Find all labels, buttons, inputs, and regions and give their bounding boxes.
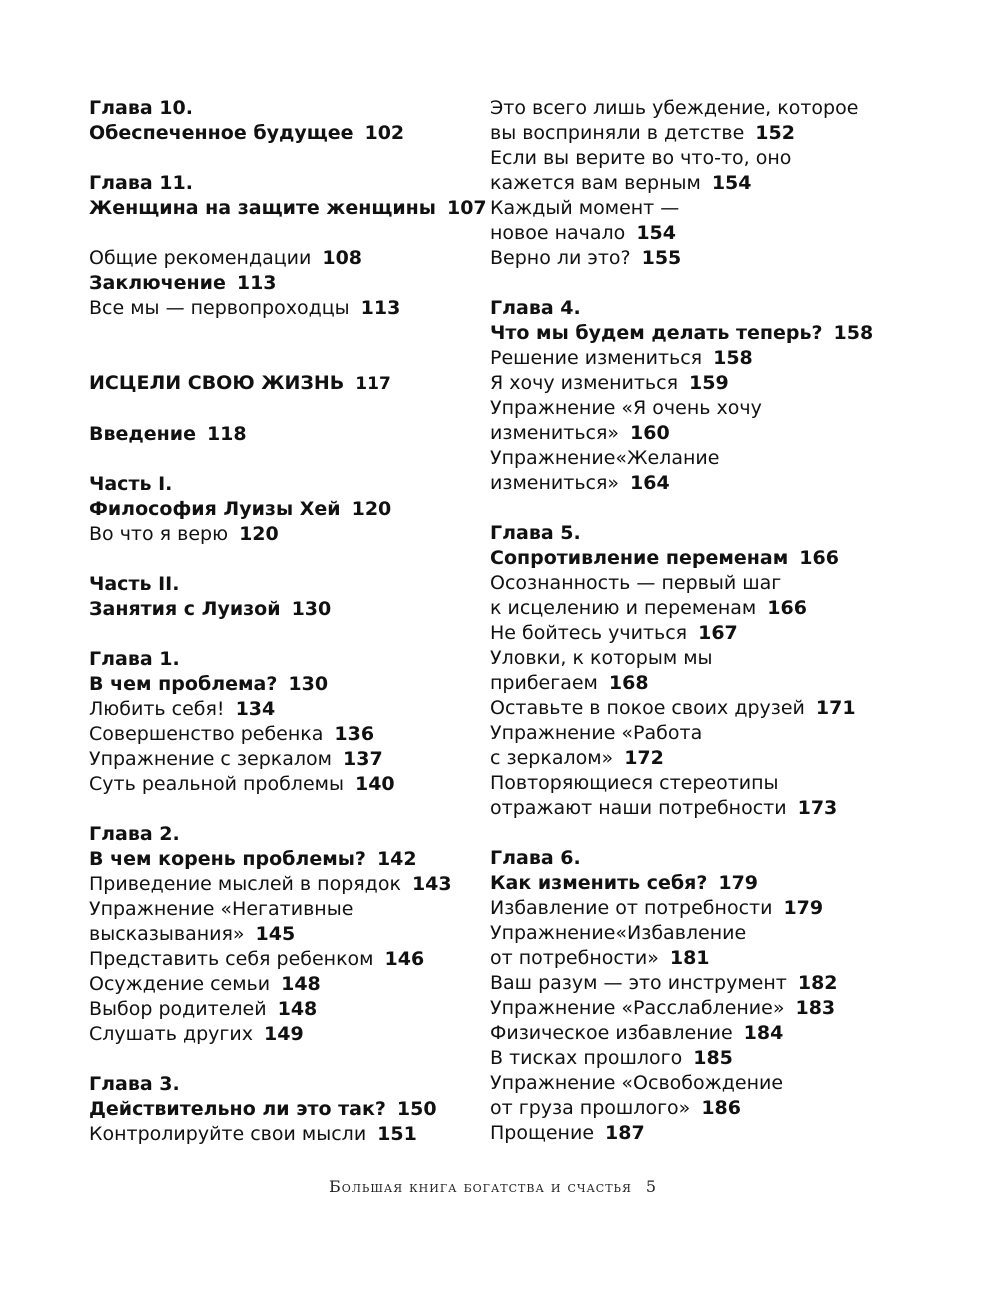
toc-page-number: 152 xyxy=(755,122,795,144)
toc-entry-text: Не бойтесь учиться xyxy=(490,622,688,644)
toc-page-number: 148 xyxy=(277,998,318,1020)
toc-entry-text: измениться» xyxy=(490,422,620,444)
toc-entry-text: Выбор родителей xyxy=(89,998,267,1020)
spacer xyxy=(490,496,870,521)
toc-entry-text: Если вы верите во что-то, оно xyxy=(490,147,792,169)
toc-entry xyxy=(89,246,474,271)
toc-entry-text: Слушать других xyxy=(89,1023,254,1045)
toc-entry xyxy=(89,422,474,447)
toc-entry-text: ИСЦЕЛИ СВОЮ ЖИЗНЬ xyxy=(89,372,345,394)
toc-entry xyxy=(89,1122,474,1147)
toc-page-number: 164 xyxy=(630,472,670,494)
toc-entry-text: Верно ли это? xyxy=(490,247,631,269)
toc-entry-text: Избавление от потребности xyxy=(490,897,773,919)
toc-entry xyxy=(89,296,474,321)
toc-page-number: 140 xyxy=(354,773,395,795)
spacer xyxy=(89,321,474,346)
toc-page-number: 107 xyxy=(446,197,487,219)
toc-entry xyxy=(490,146,870,171)
toc-entry-text: Упражнение «Негативные xyxy=(89,898,354,920)
running-title: Большая книга богатства и счастья xyxy=(328,1177,632,1196)
toc-entry xyxy=(89,171,474,196)
toc-entry-text: Совершенство ребенка xyxy=(89,723,324,745)
toc-entry xyxy=(89,271,474,296)
toc-page-number: 102 xyxy=(364,122,405,144)
toc-entry xyxy=(490,946,870,971)
toc-entry-text: Повторяющиеся стереотипы xyxy=(490,772,779,794)
toc-entry-text: Глава 4. xyxy=(490,297,581,319)
toc-page-number: 142 xyxy=(376,848,417,870)
toc-entry-text: Что мы будем делать теперь? xyxy=(490,322,823,344)
toc-entry-text: Часть I. xyxy=(89,473,173,495)
toc-entry xyxy=(89,647,474,672)
toc-entry xyxy=(490,646,870,671)
toc-entry xyxy=(89,472,474,497)
toc-entry-text: Любить себя! xyxy=(89,698,225,720)
toc-page-number: 173 xyxy=(797,797,838,819)
toc-page-number: 118 xyxy=(206,423,247,445)
toc-entry-text: измениться» xyxy=(490,472,620,494)
toc-entry-text: Действительно ли это так? xyxy=(89,1098,386,1120)
toc-page-number: 134 xyxy=(235,698,276,720)
toc-entry xyxy=(89,722,474,747)
toc-entry xyxy=(490,346,870,371)
toc-entry xyxy=(490,871,870,896)
toc-entry xyxy=(490,971,870,996)
toc-entry-text: Введение xyxy=(89,423,196,445)
toc-entry xyxy=(490,546,870,571)
toc-entry-text: В тисках прошлого xyxy=(490,1047,683,1069)
toc-entry xyxy=(89,772,474,797)
toc-entry xyxy=(490,896,870,921)
toc-entry xyxy=(89,997,474,1022)
toc-page-number: 117 xyxy=(355,374,391,394)
toc-entry-text: Все мы — первопроходцы xyxy=(89,297,350,319)
toc-page-number: 181 xyxy=(669,947,710,969)
toc-page-number: 172 xyxy=(624,747,664,769)
toc-entry xyxy=(490,1021,870,1046)
toc-entry xyxy=(490,521,870,546)
toc-entry-text: прибегаем xyxy=(490,672,598,694)
toc-entry xyxy=(89,947,474,972)
toc-page-number: 151 xyxy=(377,1123,417,1145)
toc-entry-text: Контролируйте свои мысли xyxy=(89,1123,367,1145)
toc-entry xyxy=(89,96,474,121)
toc-entry xyxy=(89,121,474,146)
toc-entry-text: кажется вам верным xyxy=(490,172,701,194)
toc-entry xyxy=(490,221,870,246)
toc-entry-text: Решение измениться xyxy=(490,347,703,369)
toc-page-number: 186 xyxy=(701,1097,741,1119)
toc-entry-text: отражают наши потребности xyxy=(490,797,787,819)
toc-entry-text: от потребности» xyxy=(490,947,659,969)
toc-entry xyxy=(89,522,474,547)
toc-entry xyxy=(490,771,870,796)
toc-entry xyxy=(490,1046,870,1071)
toc-entry xyxy=(490,121,870,146)
toc-page-number: 137 xyxy=(343,748,383,770)
toc-entry xyxy=(89,872,474,897)
toc-entry-text: Глава 10. xyxy=(89,97,193,119)
toc-entry-text: Осуждение семьи xyxy=(89,973,271,995)
toc-entry-text: Философия Луизы Хей xyxy=(89,498,341,520)
toc-page-number: 149 xyxy=(264,1023,304,1045)
toc-entry-text: Упражнение «Освобождение xyxy=(490,1072,784,1094)
toc-entry xyxy=(89,697,474,722)
toc-entry xyxy=(490,671,870,696)
toc-entry-text: новое начало xyxy=(490,222,626,244)
toc-page-number: 171 xyxy=(815,697,856,719)
toc-page-number: 168 xyxy=(608,672,649,694)
toc-entry xyxy=(490,321,874,346)
toc-page-number: 146 xyxy=(384,948,425,970)
toc-page-number: 182 xyxy=(797,972,838,994)
toc-entry xyxy=(490,996,870,1021)
toc-entry-text: Физическое избавление xyxy=(490,1022,733,1044)
toc-entry xyxy=(490,246,870,271)
toc-entry-text: Упражнение «Расслабление» xyxy=(490,997,785,1019)
toc-entry xyxy=(490,296,870,321)
toc-entry-text: Обеспеченное будущее xyxy=(89,122,354,144)
toc-entry-text: Представить себя ребенком xyxy=(89,948,374,970)
toc-entry-text: Каждый момент — xyxy=(490,197,680,219)
toc-page-number: 120 xyxy=(239,523,279,545)
toc-entry-text: Глава 3. xyxy=(89,1073,180,1095)
toc-entry-text: Глава 11. xyxy=(89,172,193,194)
toc-page-number: 183 xyxy=(795,997,836,1019)
spacer xyxy=(89,221,474,246)
toc-entry xyxy=(89,1097,474,1122)
toc-entry-text: Уловки, к которым мы xyxy=(490,647,713,669)
toc-entry xyxy=(490,721,870,746)
toc-page-number: 159 xyxy=(689,372,729,394)
toc-entry-text: Суть реальной проблемы xyxy=(89,773,344,795)
toc-page-number: 155 xyxy=(641,247,682,269)
toc-entry xyxy=(89,672,474,697)
spacer xyxy=(89,346,474,371)
toc-entry xyxy=(490,1121,870,1146)
toc-page-number: 187 xyxy=(605,1122,645,1144)
toc-page-number: 158 xyxy=(833,322,874,344)
toc-page-number: 167 xyxy=(698,622,738,644)
toc-entry-text: Это всего лишь убеждение, которое xyxy=(490,97,859,119)
toc-entry-text: Приведение мыслей в порядок xyxy=(89,873,401,895)
toc-entry xyxy=(89,897,474,922)
toc-entry xyxy=(490,471,870,496)
spacer xyxy=(490,271,870,296)
toc-entry xyxy=(89,371,474,397)
toc-entry xyxy=(490,421,870,446)
toc-page-number: 108 xyxy=(322,247,363,269)
toc-page-number: 154 xyxy=(636,222,676,244)
toc-entry-text: Как изменить себя? xyxy=(490,872,708,894)
toc-entry xyxy=(490,846,870,871)
toc-page-number: 130 xyxy=(291,598,332,620)
spacer xyxy=(89,622,474,647)
toc-entry xyxy=(89,196,487,221)
toc-entry-text: Упражнение с зеркалом xyxy=(89,748,332,770)
toc-page-number: 145 xyxy=(255,923,296,945)
toc-entry xyxy=(490,1096,870,1121)
toc-entry xyxy=(490,446,870,471)
toc-page-number: 154 xyxy=(711,172,752,194)
toc-page-number: 185 xyxy=(693,1047,733,1069)
toc-entry xyxy=(89,1022,474,1047)
toc-entry-text: Упражнение «Работа xyxy=(490,722,703,744)
toc-page-number: 113 xyxy=(236,272,277,294)
toc-entry xyxy=(490,371,870,396)
toc-entry-text: Глава 1. xyxy=(89,648,180,670)
toc-entry xyxy=(490,621,870,646)
toc-entry-text: Оставьте в покое своих друзей xyxy=(490,697,805,719)
toc-entry xyxy=(490,921,870,946)
toc-entry-text: вы восприняли в детстве xyxy=(490,122,745,144)
toc-page-number: 179 xyxy=(718,872,759,894)
toc-entry-text: Сопротивление переменам xyxy=(490,547,789,569)
toc-entry-text: к исцелению и переменам xyxy=(490,597,757,619)
toc-entry xyxy=(89,572,474,597)
toc-entry xyxy=(89,847,474,872)
toc-entry xyxy=(490,571,870,596)
toc-entry-text: высказывания» xyxy=(89,923,245,945)
toc-page-number: 143 xyxy=(411,873,452,895)
toc-entry xyxy=(490,596,870,621)
toc-entry-text: Упражнение«Желание xyxy=(490,447,720,469)
toc-page-number: 160 xyxy=(630,422,670,444)
toc-entry-text: В чем проблема? xyxy=(89,673,278,695)
toc-page-number: 136 xyxy=(334,723,375,745)
toc-entry-text: В чем корень проблемы? xyxy=(89,848,366,870)
toc-entry-text: Упражнение«Избавление xyxy=(490,922,747,944)
spacer xyxy=(89,447,474,472)
toc-entry-text: с зеркалом» xyxy=(490,747,614,769)
toc-page-number: 166 xyxy=(767,597,807,619)
toc-entry-text: Часть II. xyxy=(89,573,180,595)
toc-page-number: 158 xyxy=(713,347,753,369)
toc-entry xyxy=(89,597,474,622)
spacer xyxy=(89,797,474,822)
toc-entry xyxy=(490,96,870,121)
toc-entry-text: от груза прошлого» xyxy=(490,1097,691,1119)
spacer xyxy=(89,547,474,572)
toc-entry-text: Упражнение «Я очень хочу xyxy=(490,397,762,419)
toc-column-left xyxy=(89,96,487,1147)
toc-entry xyxy=(490,171,870,196)
toc-page-number: 184 xyxy=(743,1022,784,1044)
toc-entry-text: Занятия с Луизой xyxy=(89,598,281,620)
toc-page-number: 148 xyxy=(281,973,321,995)
toc-entry xyxy=(490,696,870,721)
spacer xyxy=(89,397,474,422)
toc-entry-text: Заключение xyxy=(89,272,226,294)
toc-entry-text: Женщина на защите женщины xyxy=(89,197,436,219)
spacer xyxy=(89,146,474,171)
toc-page-number: 113 xyxy=(360,297,401,319)
toc-entry-text: Глава 2. xyxy=(89,823,180,845)
toc-entry xyxy=(490,746,870,771)
toc-entry xyxy=(89,822,474,847)
toc-entry xyxy=(490,396,870,421)
toc-entry xyxy=(490,196,870,221)
toc-entry xyxy=(89,972,474,997)
toc-entry xyxy=(89,497,474,522)
toc-entry-text: Глава 5. xyxy=(490,522,581,544)
toc-entry-text: Глава 6. xyxy=(490,847,581,869)
toc-page-number: 166 xyxy=(799,547,839,569)
toc-entry-text: Ваш разум — это инструмент xyxy=(490,972,787,994)
toc-entry xyxy=(89,1072,474,1097)
toc-entry-text: Общие рекомендации xyxy=(89,247,312,269)
toc-page-number: 120 xyxy=(351,498,392,520)
toc-entry xyxy=(490,796,870,821)
toc-entry-text: Во что я верю xyxy=(89,523,229,545)
toc-entry-text: Я хочу измениться xyxy=(490,372,679,394)
toc-entry xyxy=(89,747,474,772)
toc-page-number: 150 xyxy=(396,1098,437,1120)
page-footer xyxy=(0,1177,986,1196)
spacer xyxy=(490,821,870,846)
toc-entry-text: Прощение xyxy=(490,1122,595,1144)
toc-page-number: 130 xyxy=(288,673,329,695)
spacer xyxy=(89,1047,474,1072)
toc-entry-text: Осознанность — первый шаг xyxy=(490,572,782,594)
toc-column-right xyxy=(490,96,874,1146)
toc-page-number: 179 xyxy=(783,897,824,919)
page-number: 5 xyxy=(645,1177,658,1196)
toc-entry xyxy=(490,1071,870,1096)
toc-entry xyxy=(89,922,474,947)
